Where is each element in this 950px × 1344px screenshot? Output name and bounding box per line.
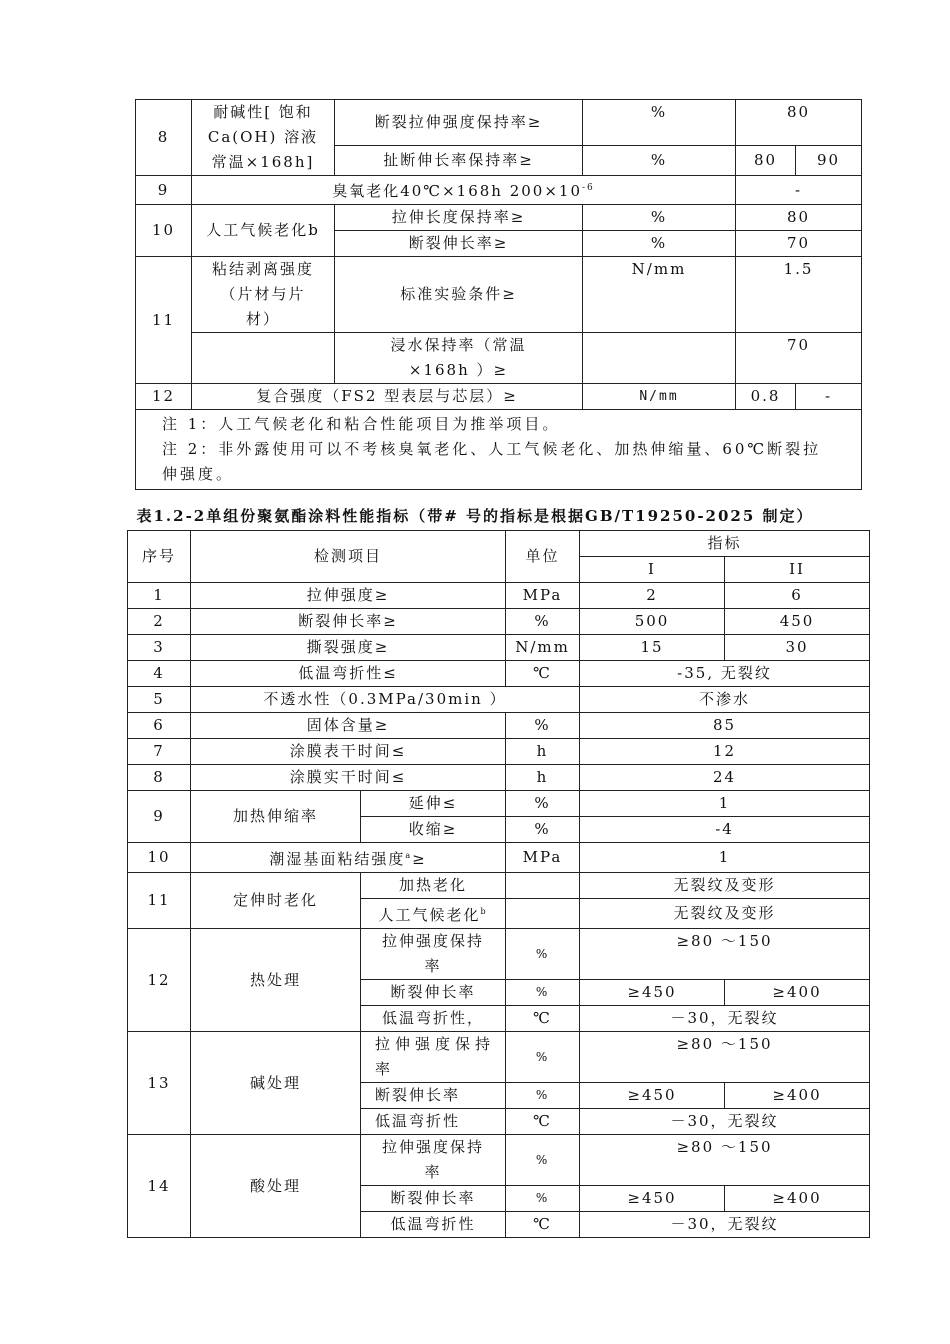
header-type-2: II xyxy=(725,557,870,583)
value-1: 500 xyxy=(580,609,725,635)
unit: ℃ xyxy=(506,1109,580,1135)
value: 12 xyxy=(580,739,870,765)
value-2: 450 xyxy=(725,609,870,635)
item-name: 低温弯折性≤ xyxy=(191,661,506,687)
row-no: 10 xyxy=(136,205,192,257)
table-row xyxy=(128,609,870,635)
unit: N/mm xyxy=(506,635,580,661)
row-no: 1 xyxy=(128,583,191,609)
value-2: 6 xyxy=(725,583,870,609)
row-no: 14 xyxy=(128,1135,191,1238)
unit: % xyxy=(506,1135,580,1186)
table-row xyxy=(136,100,862,146)
sub-item: 人工气候老化$^b$ xyxy=(361,899,506,929)
item-name: 拉伸强度≥ xyxy=(191,583,506,609)
item-name: 涂膜实干时间≤ xyxy=(191,765,506,791)
value: 70 xyxy=(736,333,862,384)
notes xyxy=(136,410,862,490)
value-1: ≥450 xyxy=(580,1083,725,1109)
table-row xyxy=(136,257,862,333)
sub-item: 扯断伸长率保持率≥ xyxy=(335,146,583,176)
table-row xyxy=(128,635,870,661)
table-row xyxy=(128,583,870,609)
header-no: 序号 xyxy=(128,531,191,583)
item-name: 复合强度（FS2 型表层与芯层）≥ xyxy=(192,384,583,410)
value: 无裂纹及变形 xyxy=(580,899,870,929)
value: 80 xyxy=(736,205,862,231)
item-name: 不透水性（0.3MPa/30min ） xyxy=(191,687,580,713)
unit: % xyxy=(506,1032,580,1083)
table-row xyxy=(128,1135,870,1186)
value: -4 xyxy=(580,817,870,843)
value: 85 xyxy=(580,713,870,739)
header-unit: 单位 xyxy=(506,531,580,583)
value-1: ≥450 xyxy=(580,980,725,1006)
row-no: 13 xyxy=(128,1032,191,1135)
row-no: 10 xyxy=(128,843,191,873)
sub-item: 拉伸长度保持率≥ xyxy=(335,205,583,231)
table-row xyxy=(128,929,870,980)
value: ≥80 ～150 xyxy=(580,1032,870,1083)
value: 0.8 xyxy=(736,384,796,410)
item-name: 断裂伸长率≥ xyxy=(191,609,506,635)
value: 70 xyxy=(736,231,862,257)
sub-item: 拉伸强度保持 率 xyxy=(361,929,506,980)
value: 无裂纹及变形 xyxy=(580,873,870,899)
item-name: 热处理 xyxy=(191,929,361,1032)
unit: % xyxy=(506,1186,580,1212)
sub-item: 断裂伸长率 xyxy=(361,980,506,1006)
table-caption: 表1.2-2单组份聚氨酯涂料性能指标（带# 号的指标是根据GB/T19250-2025 制定） xyxy=(136,507,814,525)
unit: % xyxy=(506,929,580,980)
value: 1.5 xyxy=(736,257,862,333)
sub-item: 断裂伸长率 xyxy=(361,1083,506,1109)
sub-item: 拉伸强度保持 率 xyxy=(361,1032,506,1083)
item-name: 酸处理 xyxy=(191,1135,361,1238)
unit: h xyxy=(506,739,580,765)
item-name: 涂膜表干时间≤ xyxy=(191,739,506,765)
value: 不渗水 xyxy=(580,687,870,713)
value: 80 xyxy=(736,100,862,146)
unit-empty xyxy=(506,899,580,929)
sub-item: 收缩≥ xyxy=(361,817,506,843)
header-index: 指标 xyxy=(580,531,870,557)
table-row xyxy=(128,791,870,817)
value-2: 30 xyxy=(725,635,870,661)
note-1: 注 1：人工气候老化和粘合性能项目为推举项目。 xyxy=(162,415,561,433)
item-name: 人工气候老化b xyxy=(192,205,335,257)
row-no: 8 xyxy=(128,765,191,791)
table-row xyxy=(128,739,870,765)
item-name: 固体含量≥ xyxy=(191,713,506,739)
row-no: 7 xyxy=(128,739,191,765)
unit: % xyxy=(583,146,736,176)
unit: % xyxy=(583,205,736,231)
sub-item: 断裂伸长率≥ xyxy=(335,231,583,257)
table-row xyxy=(136,176,862,205)
table-2 xyxy=(127,530,870,1238)
table-row xyxy=(128,1032,870,1083)
row-no: 5 xyxy=(128,687,191,713)
unit: % xyxy=(506,791,580,817)
unit: % xyxy=(506,713,580,739)
item-name: 加热伸缩率 xyxy=(191,791,361,843)
item-name: 撕裂强度≥ xyxy=(191,635,506,661)
note-2: 注 2：非外露使用可以不考核臭氧老化、人工气候老化、加热伸缩量、60℃断裂拉伸强度。 xyxy=(162,440,822,483)
table-row xyxy=(128,843,870,873)
row-no: 9 xyxy=(136,176,192,205)
row-no: 12 xyxy=(136,384,192,410)
value: ≥80 ～150 xyxy=(580,1135,870,1186)
value: 1 xyxy=(580,791,870,817)
unit: % xyxy=(506,980,580,1006)
unit: N/mm xyxy=(583,257,736,333)
sub-item: 低温弯折性， xyxy=(361,1006,506,1032)
value: 90 xyxy=(796,146,862,176)
value-2: ≥400 xyxy=(725,980,870,1006)
unit: % xyxy=(583,100,736,146)
item-name: 粘结剥离强度 （片材与片 材） xyxy=(192,257,335,333)
row-no: 6 xyxy=(128,713,191,739)
table-row xyxy=(128,765,870,791)
unit: ℃ xyxy=(506,661,580,687)
item-name: 潮湿基面粘结强度$^a$≥ xyxy=(191,843,506,873)
value-2: ≥400 xyxy=(725,1083,870,1109)
value: - xyxy=(736,176,862,205)
header-item: 检测项目 xyxy=(191,531,506,583)
table-1 xyxy=(135,99,862,490)
row-no: 2 xyxy=(128,609,191,635)
table-row xyxy=(136,384,862,410)
unit: % xyxy=(583,231,736,257)
value: -35, 无裂纹 xyxy=(580,661,870,687)
unit-empty xyxy=(583,333,736,384)
item-name: 定伸时老化 xyxy=(191,873,361,929)
value: 24 xyxy=(580,765,870,791)
value: －30，无裂纹 xyxy=(580,1109,870,1135)
unit: % xyxy=(506,609,580,635)
item-name: 臭氧老化40℃×168h $200\times 10^{-6}$ xyxy=(192,176,736,205)
item-name: 碱处理 xyxy=(191,1032,361,1135)
sub-item: 断裂伸长率 xyxy=(361,1186,506,1212)
unit: ℃ xyxy=(506,1006,580,1032)
unit: h xyxy=(506,765,580,791)
unit: MPa xyxy=(506,843,580,873)
table-row xyxy=(136,333,862,384)
value: －30，无裂纹 xyxy=(580,1212,870,1238)
value: ≥80 ～150 xyxy=(580,929,870,980)
sub-item: 拉伸强度保持 率 xyxy=(361,1135,506,1186)
table-row xyxy=(128,661,870,687)
row-no: 3 xyxy=(128,635,191,661)
notes-row xyxy=(136,410,862,490)
table-row xyxy=(128,687,870,713)
row-no: 8 xyxy=(136,100,192,176)
row-no: 9 xyxy=(128,791,191,843)
value: 80 xyxy=(736,146,796,176)
header-type-1: I xyxy=(580,557,725,583)
sub-item: 浸水保持率（常温 ×168h ）≥ xyxy=(335,333,583,384)
unit: ℃ xyxy=(506,1212,580,1238)
value-1: 2 xyxy=(580,583,725,609)
row-no: 11 xyxy=(128,873,191,929)
unit: % xyxy=(506,1083,580,1109)
unit: MPa xyxy=(506,583,580,609)
value: 1 xyxy=(580,843,870,873)
value-2: ≥400 xyxy=(725,1186,870,1212)
item-name: 耐碱性[ 饱和 Ca(OH) 溶液 常温×168h] xyxy=(192,100,335,176)
table-row xyxy=(128,873,870,899)
value: - xyxy=(796,384,862,410)
row-no: 4 xyxy=(128,661,191,687)
sub-item: 延伸≤ xyxy=(361,791,506,817)
sub-item: 加热老化 xyxy=(361,873,506,899)
unit-empty xyxy=(506,873,580,899)
sub-item: 低温弯折性 xyxy=(361,1109,506,1135)
value-1: ≥450 xyxy=(580,1186,725,1212)
value-1: 15 xyxy=(580,635,725,661)
unit: % xyxy=(506,817,580,843)
table-row xyxy=(128,713,870,739)
sub-item: 低温弯折性 xyxy=(361,1212,506,1238)
sub-item: 标准实验条件≥ xyxy=(335,257,583,333)
table-row xyxy=(136,205,862,231)
unit: N/mm xyxy=(583,384,736,410)
row-no: 12 xyxy=(128,929,191,1032)
header-row xyxy=(128,531,870,557)
item-name-empty xyxy=(192,333,335,384)
row-no: 11 xyxy=(136,257,192,384)
sub-item: 断裂拉伸强度保持率≥ xyxy=(335,100,583,146)
value: －30，无裂纹 xyxy=(580,1006,870,1032)
